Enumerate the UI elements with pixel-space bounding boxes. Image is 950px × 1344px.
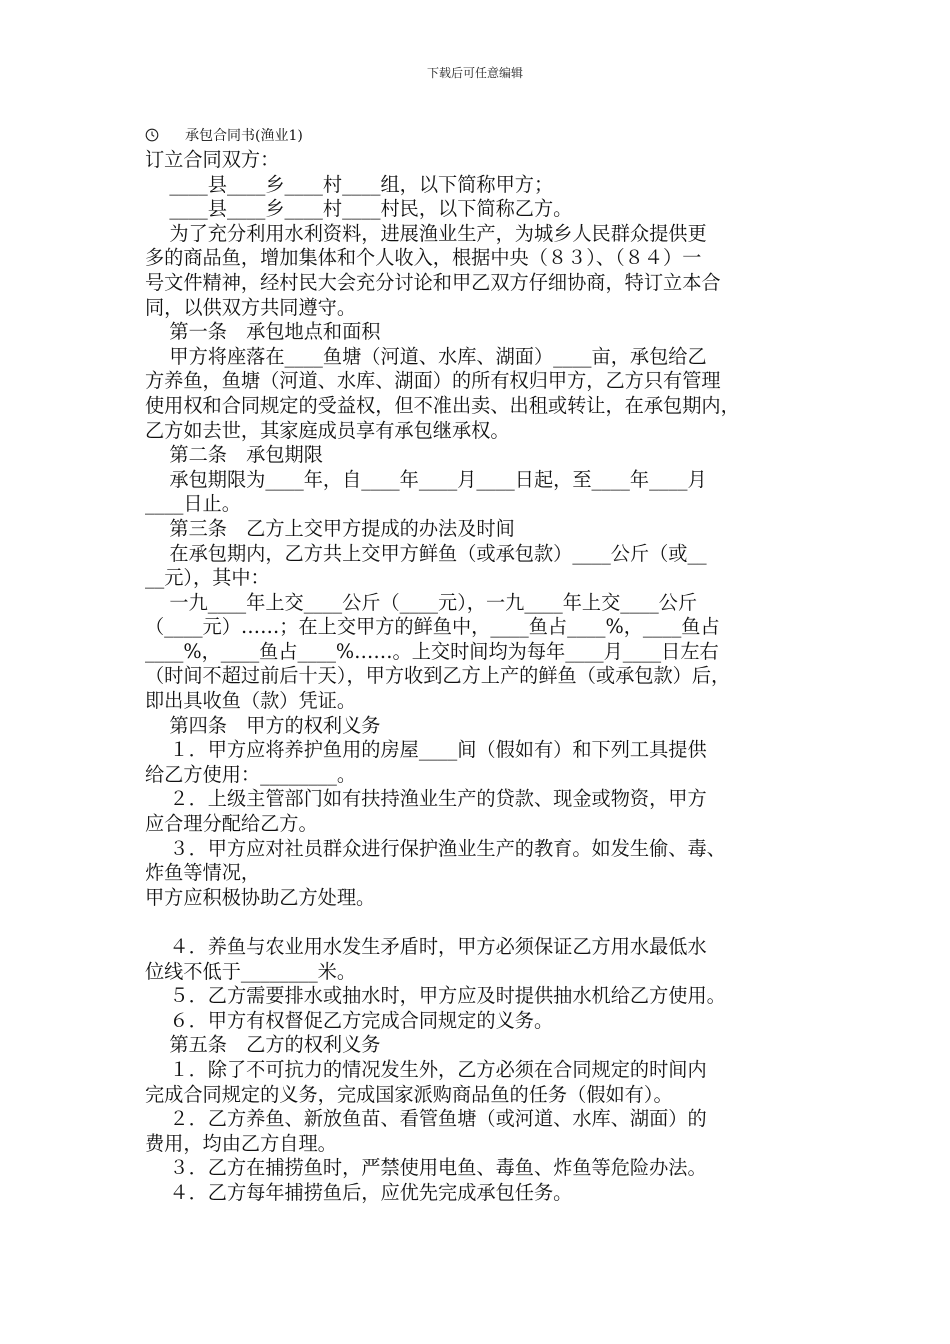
text-line: 同，以供双方共同遵守。 [145, 295, 357, 319]
text-line: 一九____年上交____公斤（____元），一九____年上交____公斤 [145, 590, 698, 614]
text-line: ２．上级主管部门如有扶持渔业生产的贷款、现金或物资，甲方 [145, 787, 707, 811]
clock-icon [145, 128, 159, 142]
text-line: ６．甲方有权督促乙方完成合同规定的义务。 [145, 1008, 554, 1032]
text-line: （时间不超过前后十天），甲方收到乙方上产的鲜鱼（或承包款）后， [145, 664, 731, 688]
text-line: ____县____乡____村____村民，以下简称乙方。 [145, 197, 573, 221]
text-line: 完成合同规定的义务，完成国家派购商品鱼的任务（假如有）。 [145, 1082, 673, 1106]
text-line: ____县____乡____村____组，以下简称甲方； [145, 172, 554, 196]
text-line: １．甲方应将养护鱼用的房屋____间（假如有）和下列工具提供 [145, 738, 707, 762]
text-line: 为了充分利用水利资料，进展渔业生产，为城乡人民群众提供更 [145, 221, 707, 245]
text-line [145, 910, 805, 935]
text-line: 使用权和合同规定的受益权，但不准出卖、出租或转让，在承包期内， [145, 393, 740, 417]
text-line: 炸鱼等情况， [145, 861, 261, 885]
text-line: 订立合同双方： [145, 148, 280, 171]
text-line: 第四条 甲方的权利义务 [145, 713, 381, 737]
text-line: 应合理分配给乙方。 [145, 812, 318, 836]
text-line: ４．乙方每年捕捞鱼后，应优先完成承包任务。 [145, 1180, 573, 1204]
text-line: （____元）……；在上交甲方的鲜鱼中，____鱼占____%，____鱼占 [145, 615, 720, 639]
text-line: １．除了不可抗力的情况发生外，乙方必须在合同规定的时间内 [145, 1057, 707, 1081]
text-line: 第一条 承包地点和面积 [145, 320, 381, 344]
text-line: ３．甲方应对社员群众进行保护渔业生产的教育。如发生偷、毒、 [145, 836, 726, 860]
text-line: 给乙方使用：________。 [145, 762, 357, 786]
text-line: 第二条 承包期限 [145, 443, 323, 467]
text-line: 第三条 乙方上交甲方提成的办法及时间 [145, 516, 515, 540]
text-line: 甲方应积极协助乙方处理。 [145, 885, 376, 909]
document-title-row [145, 124, 805, 146]
text-line: 第五条 乙方的权利义务 [145, 1033, 381, 1057]
text-line: 承包期限为____年，自____年____月____日起，至____年____月 [145, 467, 707, 491]
text-line: 甲方将座落在____鱼塘（河道、水库、湖面）____亩，承包给乙 [145, 344, 707, 368]
header-note: 下载后可任意编辑 [426, 66, 523, 80]
text-line: __元），其中： [145, 566, 270, 590]
document-title: 承包合同书(渔业1) [185, 128, 303, 144]
text-line: 多的商品鱼，增加集体和个人收入，根据中央（８３）、（８４）一 [145, 246, 702, 270]
text-line: 号文件精神，经村民大会充分讨论和甲乙双方仔细协商，特订立本合 [145, 270, 721, 294]
text-line: ３．乙方在捕捞鱼时，严禁使用电鱼、毒鱼、炸鱼等危险办法。 [145, 1156, 707, 1180]
text-line: 即出具收鱼（款）凭证。 [145, 689, 357, 713]
text-line: 费用，均由乙方自理。 [145, 1131, 337, 1155]
contract-body [145, 124, 805, 1206]
text-line: ____日止。 [145, 492, 241, 516]
text-line: ４．养鱼与农业用水发生矛盾时，甲方必须保证乙方用水最低水 [145, 935, 707, 958]
text-line: 位线不低于________米。 [145, 959, 357, 983]
text-line: 方养鱼，鱼塘（河道、水库、湖面）的所有权归甲方，乙方只有管理 [145, 369, 721, 393]
text-line: 在承包期内，乙方共上交甲方鲜鱼（或承包款）____公斤（或__ [145, 541, 707, 565]
text-line: ５．乙方需要排水或抽水时，甲方应及时提供抽水机给乙方使用。 [145, 984, 726, 1008]
text-line: ２．乙方养鱼、新放鱼苗、看管鱼塘（或河道、水库、湖面）的 [145, 1107, 707, 1131]
text-line: ____%，____鱼占____%……。上交时间均为每年____月____日左右 [145, 639, 719, 663]
text-line: 乙方如去世，其家庭成员享有承包继承权。 [145, 418, 510, 442]
contract-text [145, 148, 805, 1206]
